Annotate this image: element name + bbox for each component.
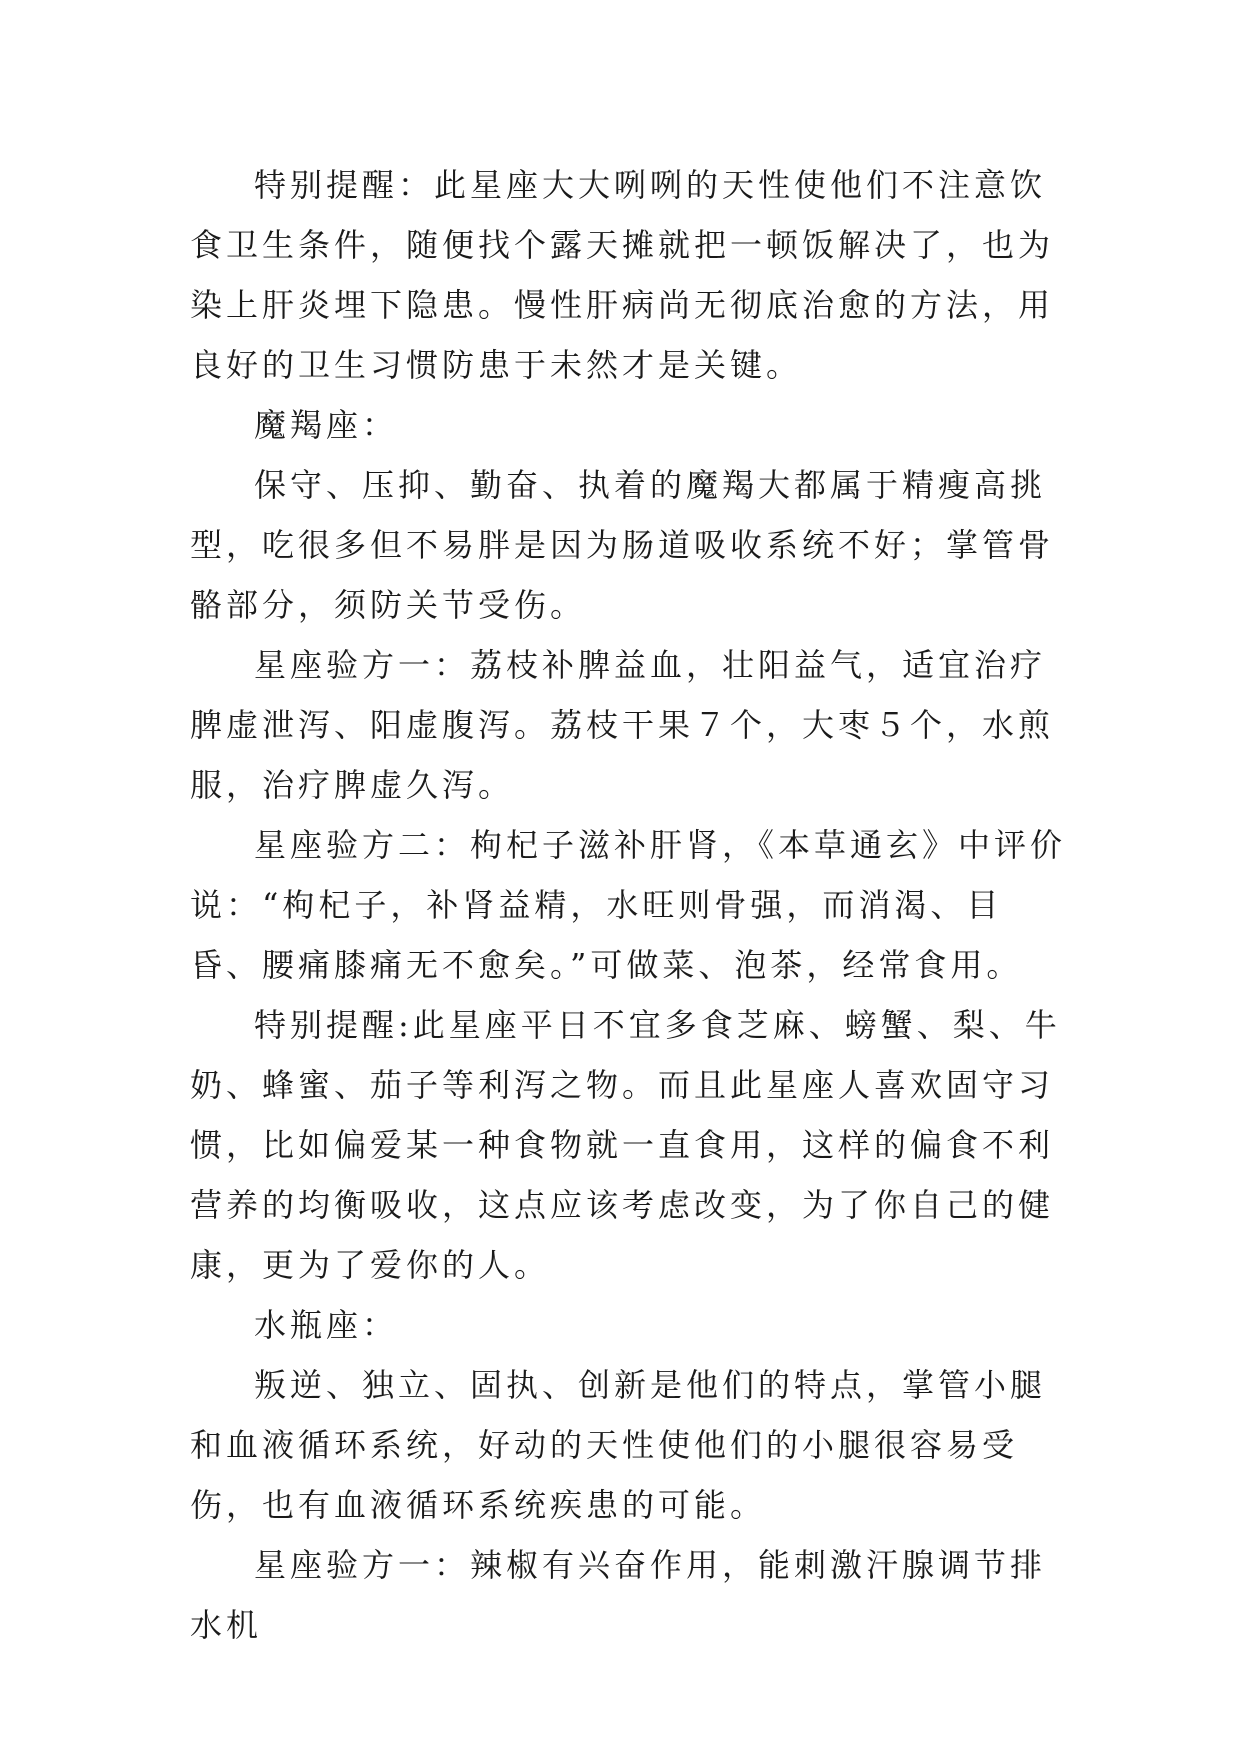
document-body xyxy=(190,155,1070,1655)
paragraph-aquarius-remedy-1: 星座验方一：辣椒有兴奋作用，能刺激汗腺调节排水机 xyxy=(190,1546,1047,1644)
paragraph-capricorn-traits: 保守、压抑、勤奋、执着的魔羯大都属于精瘦高挑型，吃很多但不易胖是因为肠道吸收系统不好；掌管骨骼部分，须防关节受伤。 xyxy=(190,466,1055,624)
paragraph-reminder-liver: 特别提醒：此星座大大咧咧的天性使他们不注意饮食卫生条件，随便找个露天摊就把一顿饭解决了，也为染上肝炎埋下隐患。慢性肝病尚无彻底治愈的方法，用良好的卫生习惯防患于未然才是关键。 xyxy=(190,166,1055,384)
paragraph-capricorn-remedy-2: 星座验方二：枸杞子滋补肝肾，《本草通玄》中评价说：“枸杞子，补肾益精，水旺则骨强，而消渴、目昏、腰痛膝痛无不愈矣。”可做菜、泡茶，经常食用。 xyxy=(190,826,1067,984)
paragraph-aquarius-traits: 叛逆、独立、固执、创新是他们的特点，掌管小腿和血液循环系统，好动的天性使他们的小腿很容易受伤，也有血液循环系统疾患的可能。 xyxy=(190,1366,1047,1524)
heading-aquarius: 水瓶座： xyxy=(254,1306,399,1344)
paragraph-capricorn-remedy-1: 星座验方一：荔枝补脾益血，壮阳益气，适宜治疗脾虚泄泻、阳虚腹泻。荔枝干果７个，大枣５个，水煎服，治疗脾虚久泻。 xyxy=(190,646,1055,804)
heading-capricorn: 魔羯座： xyxy=(254,406,399,444)
paragraph-capricorn-reminder: 特别提醒:此星座平日不宜多食芝麻、螃蟹、梨、牛奶、蜂蜜、茄子等利泻之物。而且此星座人喜欢固守习惯，比如偏爱某一种食物就一直食用，这样的偏食不利营养的均衡吸收，这点应该考虑改变，为了你自己的健康，更为了爱你的人。 xyxy=(190,1006,1061,1284)
